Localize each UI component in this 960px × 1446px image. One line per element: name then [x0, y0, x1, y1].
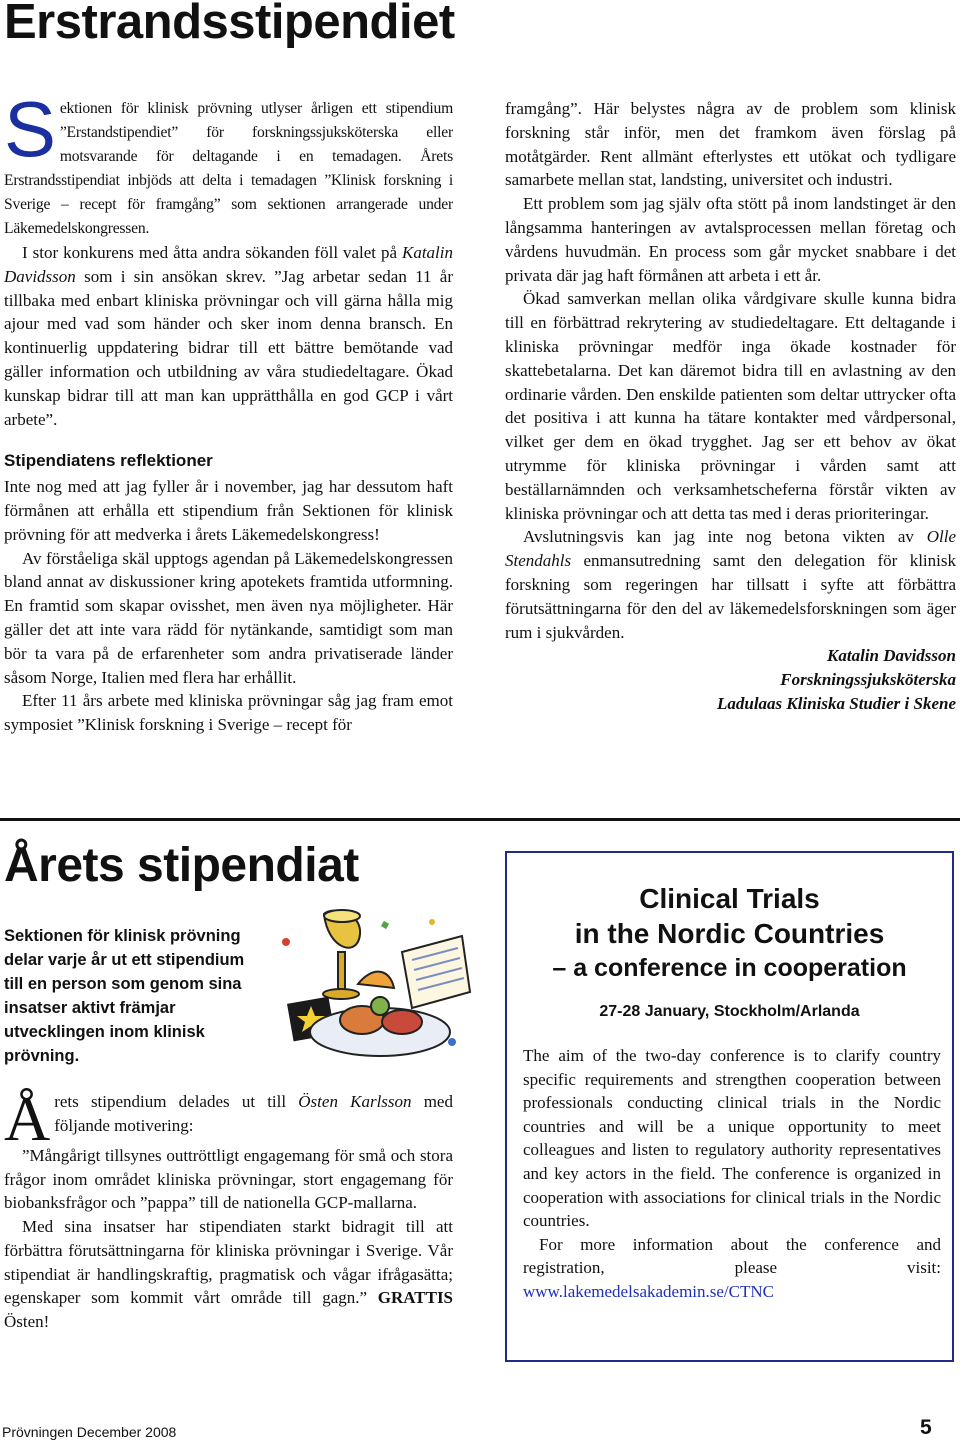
goblet-icon: [323, 910, 360, 999]
intro-text: ektionen för klinisk prövning utlyser årligen ett stipendium ”Erstandstipendiet” för forskningssjuksköterska eller motsvarande för deltagande i en temadagen. Årets Erstrandsstipendiat inbjöds att delta i temadagen ”Klinisk forskning i Sverige – recept för framgång” som sektionen arrangerade under Läkemedelskongressen.: [4, 100, 453, 237]
dropcap: S: [4, 85, 56, 173]
section-heading: Stipendiatens reflektioner: [4, 451, 213, 471]
paragraph: Med sina insatser har stipendiaten starkt bidragit till att förbättra förutsättningarna för kliniska prövningar i Sverige. Vår stipendiat är handlingskraftig, pragmatisk och vågar ifrågasätta; egenskaper som kommit vårt område till gagn.” GRATTIS Östen!: [4, 1217, 454, 1331]
paragraph: Årets stipendium delades ut till Östen Karlsson med följande motivering:: [4, 1083, 453, 1154]
signature-name: Katalin Davidsson: [827, 646, 956, 666]
paragraph: Ett problem som jag själv ofta stött på inom landstinget är den långsamma hanteringen av avtalsprocessen mellan företag och vårdens huvudmän. En process som går mycket snabbare i det privata där jag haft förmånen att arbeta i ett år.: [505, 194, 956, 285]
stipend-lead: Sektionen för klinisk prövning delar varje år ut ett stipendium till en person som genom sina insatser aktivt främjar utvecklingen inom klinisk prövning.: [4, 927, 245, 1065]
page-title: Erstrandsstipendiet: [4, 0, 455, 49]
footer-publication: Prövningen December 2008: [2, 1424, 177, 1440]
author-name: Katalin Davidsson: [4, 243, 453, 286]
mentioned-name: Olle Stendahls: [505, 527, 956, 571]
intro-paragraph: [4, 85, 453, 241]
article-column-right: [505, 97, 956, 716]
signature-role: Forskningssjuksköterska: [780, 670, 956, 690]
paragraph: framgång”. Här belystes några av de problem som klinisk forskning står inför, men det framkom även förslag på motåtgärder. Rent allmänt efterlystes ett utökat och tydligare samarbete mellan stat, landsting, universitet och industri.: [505, 99, 956, 190]
stipend-title: Årets stipendiat: [4, 839, 359, 892]
paragraph: Av förståeliga skäl upptogs agendan på Läkemedelskongressen bland annat av diskussioner kring apotekets framtida utformning. En framtid som skapar ovisshet, men även nya möjligheter. Här gäller det att inte vara rädd för nytänkande, samtidigt som man bör ta vara på de erfarenheter som andra privatiserade länder såsom Norge, Italien med flera har erhållit.: [4, 548, 453, 687]
dropcap: Å: [4, 1083, 51, 1154]
stipend-body: [4, 1083, 454, 1334]
page-number: 5: [920, 1416, 932, 1439]
paragraph: Inte nog med att jag fyller år i november, jag har dessutom haft förmånen att erhålla ett stipendium från Sektionen för klinisk prövning för att medverka i årets Läkemedelskongress!: [4, 477, 453, 544]
paragraph: Avslutningsvis kan jag inte nog betona vikten av Olle Stendahls enmansutredning samt den delegation för klinisk forskning som regeringen har tillsatt i syfte att förbättra förutsättningarna för den del av läkemedelsforskningen som äger rum i sjukvården.: [505, 527, 956, 642]
paragraph: For more information about the conference and registration, please visit: www.lakemedelsakademin.se/CTNC: [523, 1234, 941, 1301]
book-icon: [402, 936, 470, 1008]
conference-body: [523, 1044, 941, 1304]
paragraph: Efter 11 års arbete med kliniska prövningar såg jag fram emot symposiet ”Klinisk forskning i Sverige – recept för: [4, 691, 453, 735]
paragraph: I stor konkurens med åtta andra sökanden föll valet på Katalin Davidsson som i sin ansökan skrev. ”Jag arbetar sedan 11 år tillbaka med enbart kliniska prövningar och vill gärna hålla mig ajour med vad som händer och sker inom denna bransch. En kontinuerlig uppdatering bidrar till ett bättre bemötande vad gäller information och utbildning av våra studiedeltagare. Ökad kunskap bidrar till att man kan upprätthålla en god GCP i vårt arbete”.: [4, 243, 453, 429]
article-column-left: [4, 85, 453, 737]
conference-title: Clinical Trials in the Nordic Countries – a conference in cooperation: [552, 883, 907, 982]
celebration-illustration: [262, 902, 484, 1074]
section-divider: [0, 818, 960, 821]
paragraph: The aim of the two-day conference is to clarify country specific requirements and strengthen cooperation between professionals conducting clinical trials in the Nordic countries and will be a unique opportunity to meet colleagues and listen to regulatory authority representatives and key actors in the field. The conference is organized in cooperation with associations for clinical trials in the Nordic countries.: [523, 1046, 941, 1231]
conference-date: 27-28 January, Stockholm/Arlanda: [599, 1003, 860, 1020]
paragraph: Ökad samverkan mellan olika vårdgivare skulle kunna bidra till en förbättrad rekrytering av studiedeltagare. Ett deltagande i kliniska prövningar medför inga ökade kostnader för skattebetalarna. Det kan däremot bidra till en avlastning av den ordinarie vården. Den enskilde patienten som deltar uttrycker ofta det positiva i att kunna ha tätare kontakter med vårdpersonal, vilket ger dem en ökad trygghet. Jag ser ett behov av ökat utrymme för kliniska prövningar i vården samt att beställarnämnden och verksamhetscheferna förstår vikten av kliniska prövningar och att detta tas med i deras prioriteringar.: [505, 289, 956, 523]
recipient-name: Östen Karlsson: [298, 1092, 412, 1111]
signature: [505, 644, 956, 715]
conference-link[interactable]: www.lakemedelsakademin.se/CTNC: [523, 1281, 774, 1301]
paragraph: ”Mångårigt tillsynes outtröttligt engagemang för små och stora frågor inom området kliniska prövningar, stort engagemang för biobanksfrågor och ”pappa” till de nationella GCP-mallarna.: [4, 1146, 453, 1213]
signature-org: Ladulaas Kliniska Studier i Skene: [717, 693, 956, 713]
conference-box: [505, 851, 954, 1362]
